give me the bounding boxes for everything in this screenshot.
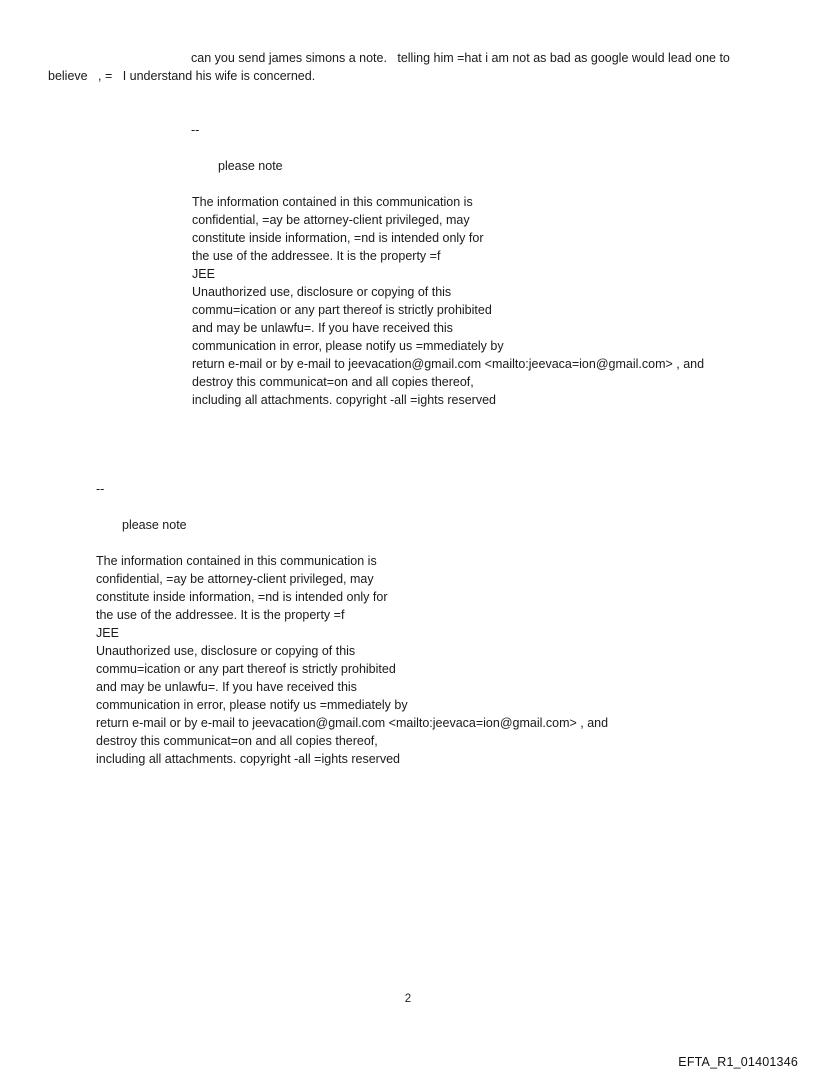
disclaimer-indented-line: communication in error, please notify us =mmediately by	[192, 339, 504, 353]
disclaimer-indented-line: The information contained in this communication is	[192, 195, 473, 209]
bates-number: EFTA_R1_01401346	[678, 1055, 798, 1069]
separator-indented: --	[191, 123, 200, 137]
disclaimer-outer-line: the use of the addressee. It is the property =f	[96, 608, 345, 622]
disclaimer-outer-line: communication in error, please notify us =mmediately by	[96, 698, 408, 712]
disclaimer-outer-line: The information contained in this communication is	[96, 554, 377, 568]
disclaimer-outer-line: destroy this communicat=on and all copies thereof,	[96, 734, 378, 748]
disclaimer-outer-line: JEE	[96, 626, 119, 640]
message-line-1: can you send james simons a note. telling him =hat i am not as bad as google would lead one to	[191, 51, 730, 65]
separator-outer: --	[96, 482, 105, 496]
disclaimer-indented-line: the use of the addressee. It is the property =f	[192, 249, 441, 263]
page-number: 2	[404, 993, 412, 1005]
disclaimer-indented-line: including all attachments. copyright -all =ights reserved	[192, 393, 496, 407]
disclaimer-indented-line: constitute inside information, =nd is intended only for	[192, 231, 484, 245]
disclaimer-indented-line: and may be unlawfu=. If you have received this	[192, 321, 453, 335]
disclaimer-outer-line: return e-mail or by e-mail to jeevacation@gmail.com <mailto:jeevaca=ion@gmail.com> , and	[96, 716, 609, 730]
disclaimer-outer-line: including all attachments. copyright -all =ights reserved	[96, 752, 400, 766]
please-note-heading-indented: please note	[218, 159, 283, 173]
disclaimer-outer-line: Unauthorized use, disclosure or copying of this	[96, 644, 356, 658]
disclaimer-indented-line: destroy this communicat=on and all copies thereof,	[192, 375, 474, 389]
disclaimer-indented-line: Unauthorized use, disclosure or copying of this	[192, 285, 452, 299]
disclaimer-indented-line: JEE	[192, 267, 215, 281]
disclaimer-indented-line: confidential, =ay be attorney-client privileged, may	[192, 213, 470, 227]
disclaimer-indented-line: return e-mail or by e-mail to jeevacation@gmail.com <mailto:jeevaca=ion@gmail.com> , and	[192, 357, 705, 371]
message-line-2: believe , = I understand his wife is concerned.	[48, 69, 316, 83]
please-note-heading-outer: please note	[122, 518, 187, 532]
disclaimer-outer-line: commu=ication or any part thereof is strictly prohibited	[96, 662, 396, 676]
disclaimer-outer-line: constitute inside information, =nd is intended only for	[96, 590, 388, 604]
disclaimer-outer-line: and may be unlawfu=. If you have received this	[96, 680, 357, 694]
disclaimer-indented-line: commu=ication or any part thereof is strictly prohibited	[192, 303, 492, 317]
disclaimer-outer-line: confidential, =ay be attorney-client privileged, may	[96, 572, 374, 586]
